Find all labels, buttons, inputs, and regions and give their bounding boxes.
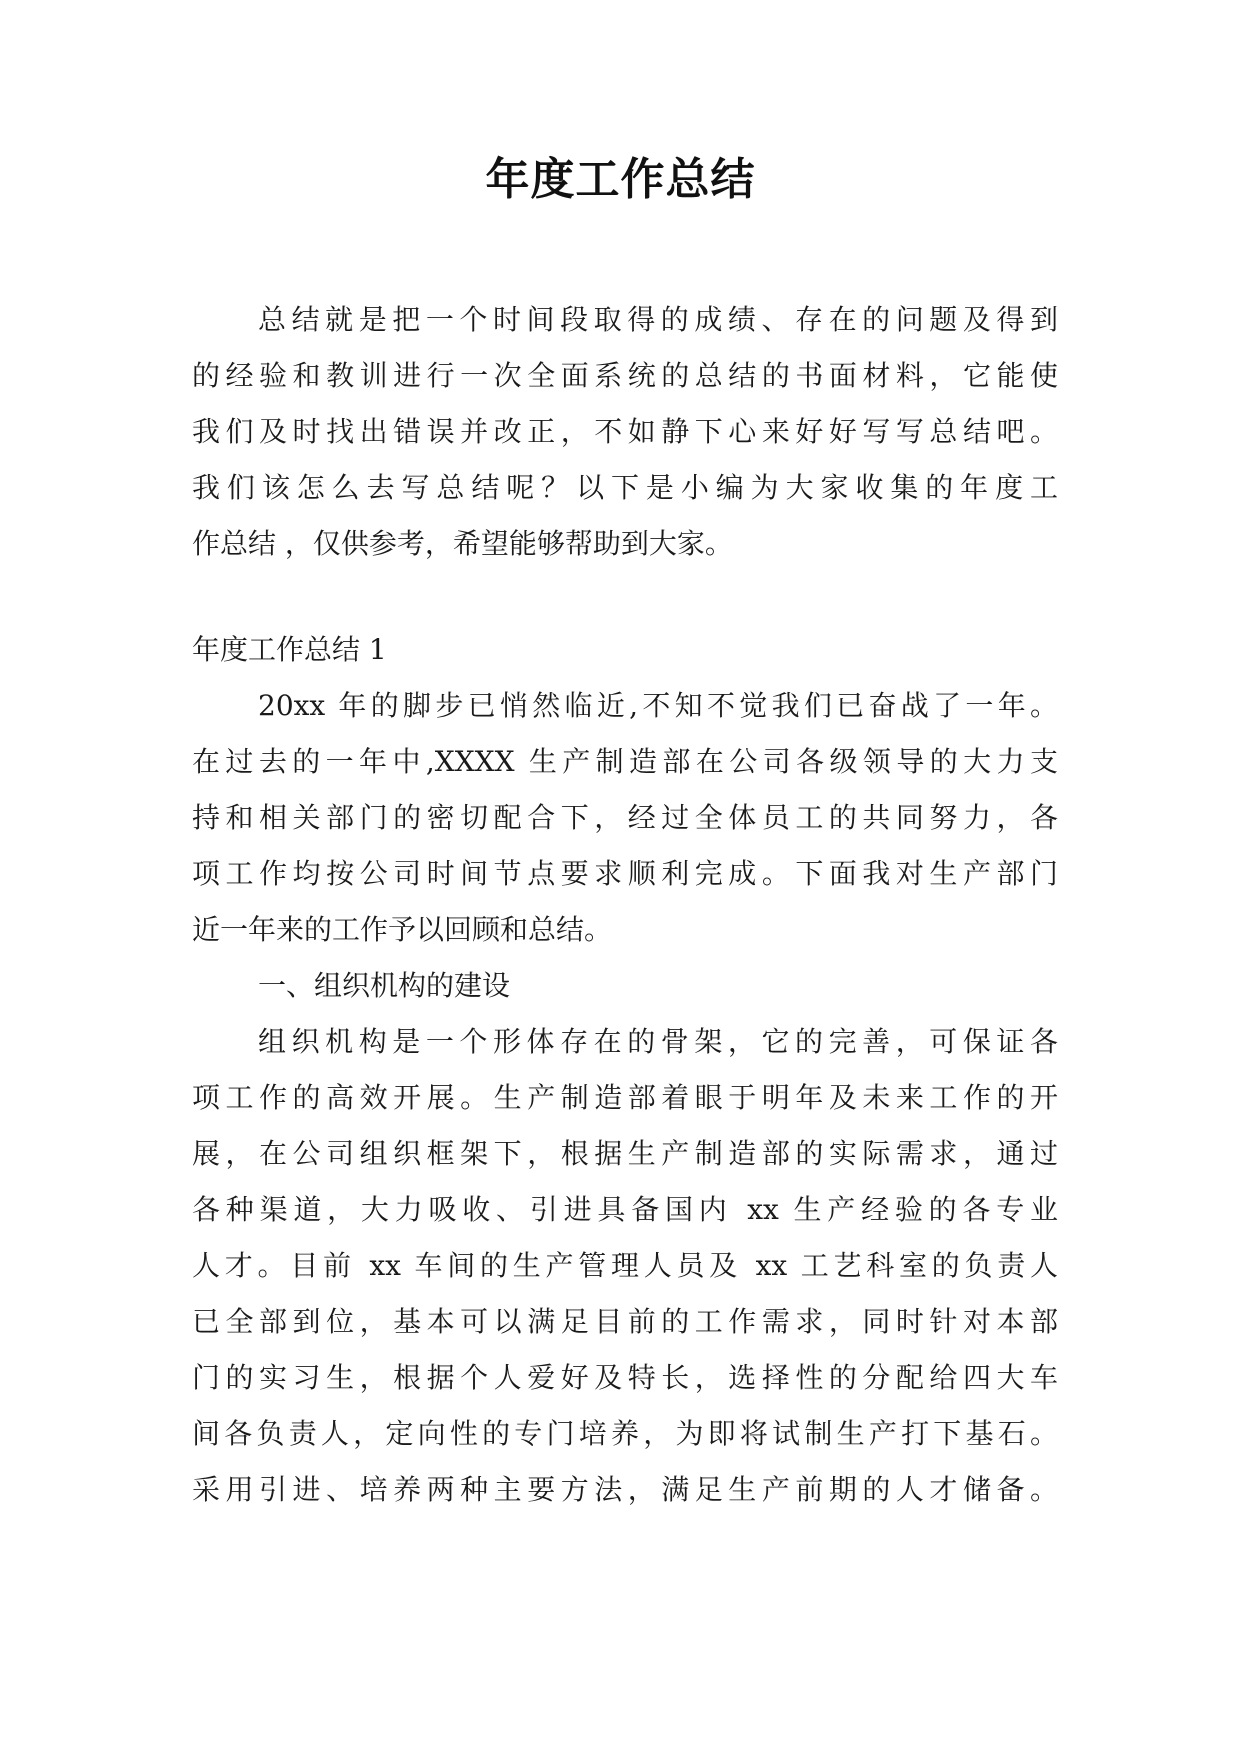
paragraph-line: 门的实习生，根据个人爱好及特长，选择性的分配给四大车 xyxy=(192,1361,1058,1394)
paragraph-line: 展，在公司组织框架下，根据生产制造部的实际需求，通过 xyxy=(192,1137,1058,1170)
intro-line: 的经验和教训进行一次全面系统的总结的书面材料，它能使 xyxy=(192,359,1058,392)
paragraph-line: 人才。目前 xx 车间的生产管理人员及 xx 工艺科室的负责人 xyxy=(192,1249,1058,1282)
spacer xyxy=(192,572,1058,622)
paragraph-line: 项工作的高效开展。生产制造部着眼于明年及未来工作的开 xyxy=(192,1081,1058,1114)
document-body xyxy=(192,292,1058,1518)
paragraph-line: 间各负责人，定向性的专门培养，为即将试制生产打下基石。 xyxy=(192,1417,1058,1450)
section-heading: 年度工作总结 1 xyxy=(192,633,387,666)
paragraph-line: 组织机构是一个形体存在的骨架，它的完善，可保证各 xyxy=(258,1025,1058,1058)
subheading: 一、组织机构的建设 xyxy=(258,969,511,1002)
paragraph-line: 近一年来的工作予以回顾和总结。 xyxy=(192,913,613,946)
paragraph-line: 20xx 年的脚步已悄然临近,不知不觉我们已奋战了一年。 xyxy=(258,689,1058,722)
intro-line: 总结就是把一个时间段取得的成绩、存在的问题及得到 xyxy=(258,303,1058,336)
intro-line: 我们该怎么去写总结呢？以下是小编为大家收集的年度工 xyxy=(192,471,1058,504)
paragraph-line: 已全部到位，基本可以满足目前的工作需求，同时针对本部 xyxy=(192,1305,1058,1338)
paragraph-line: 各种渠道，大力吸收、引进具备国内 xx 生产经验的各专业 xyxy=(192,1193,1058,1226)
intro-line: 我们及时找出错误并改正，不如静下心来好好写写总结吧。 xyxy=(192,415,1058,448)
paragraph-line: 项工作均按公司时间节点要求顺利完成。下面我对生产部门 xyxy=(192,857,1058,890)
intro-line: 作总结 ，仅供参考，希望能够帮助到大家。 xyxy=(192,527,733,560)
document-title: 年度工作总结 xyxy=(485,154,756,205)
paragraph-line: 在过去的一年中,XXXX 生产制造部在公司各级领导的大力支 xyxy=(192,745,1058,778)
paragraph-line: 持和相关部门的密切配合下，经过全体员工的共同努力，各 xyxy=(192,801,1058,834)
paragraph-line: 采用引进、培养两种主要方法，满足生产前期的人才储备。 xyxy=(192,1473,1058,1506)
